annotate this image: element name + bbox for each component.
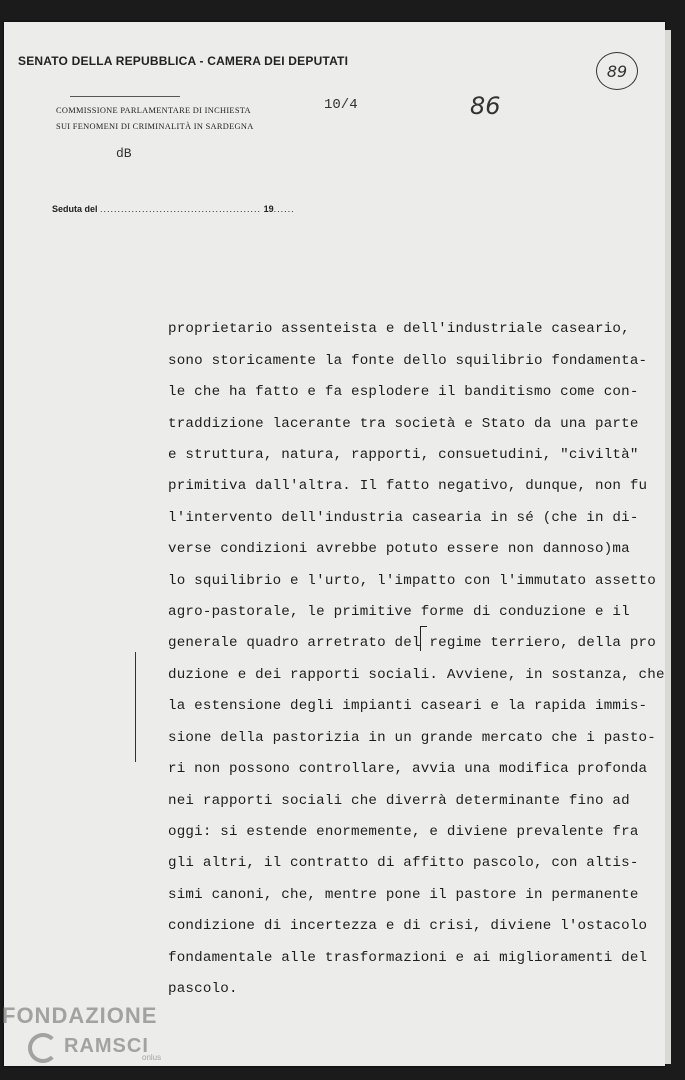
bracket-mark	[420, 626, 427, 651]
text-line: nei rapporti sociali che diverrà determinante fino ad	[168, 792, 630, 809]
document-code: 10/4	[324, 97, 358, 113]
text-line: oggi: si estende enormemente, e diviene prevalente fra	[168, 823, 639, 840]
seduta-label: Seduta del	[52, 204, 98, 214]
watermark-g-icon	[28, 1033, 58, 1063]
text-line: agro-pastorale, le primitive forme di conduzione e il	[168, 604, 630, 621]
text-line: sione della pastorizia in un grande mercato che i pasto-	[168, 729, 656, 746]
typed-body-text	[168, 283, 665, 1037]
seduta-dots-2: ......	[273, 204, 295, 214]
watermark-line-2: RAMSCI	[64, 1035, 149, 1057]
fondazione-gramsci-watermark	[2, 1003, 162, 1063]
text-line: lo squilibrio e l'urto, l'impatto con l'immutato assetto	[168, 572, 656, 589]
text-line: verse condizioni avrebbe potuto essere non dannoso)ma	[168, 541, 630, 558]
text-line: simi canoni, che, mentre pone il pastore in permanente	[168, 886, 639, 903]
text-line: fondamentale alle trasformazioni e ai miglioramenti del	[168, 949, 648, 966]
text-line: primitiva dall'altra. Il fatto negativo, dunque, non fu	[168, 478, 648, 495]
text-line: la estensione degli impianti caseari e la rapida immis-	[168, 698, 648, 715]
watermark-line-1: FONDAZIONE	[2, 1003, 158, 1028]
circled-page-number	[596, 52, 638, 90]
text-line: proprietario assenteista e dell'industriale caseario,	[168, 321, 630, 338]
text-line: l'intervento dell'industria casearia in sé (che in di-	[168, 509, 639, 526]
commission-line-1: COMMISSIONE PARLAMENTARE DI INCHIESTA	[56, 106, 251, 115]
text-line: generale quadro arretrato del regime terriero, della pro	[168, 635, 656, 652]
margin-mark	[135, 652, 136, 762]
text-line: condizione di incertezza e di crisi, diviene l'ostacolo	[168, 918, 648, 935]
text-line: ri non possono controllare, avvia una modifica profonda	[168, 761, 648, 778]
institution-heading: SENATO DELLA REPUBBLICA - CAMERA DEI DEPUTATI	[18, 54, 349, 68]
text-line: sono storicamente la fonte dello squilibrio fondamenta-	[168, 352, 648, 369]
header-rule	[70, 96, 180, 97]
commission-line-2: SUI FENOMENI DI CRIMINALITÀ IN SARDEGNA	[56, 122, 254, 131]
seduta-line	[52, 204, 295, 214]
handwritten-page-number: 86	[470, 92, 501, 120]
page-edge	[665, 30, 671, 1064]
text-line: traddizione lacerante tra società e Stato da una parte	[168, 415, 639, 432]
text-line: gli altri, il contratto di affitto pascolo, con altis-	[168, 855, 639, 872]
text-line: e struttura, natura, rapporti, consuetudini, "civiltà"	[168, 447, 639, 464]
typist-initials: dB	[116, 146, 132, 161]
text-line: le che ha fatto e fa esplodere il banditismo come con-	[168, 384, 639, 401]
text-line: duzione e dei rapporti sociali. Avviene, in sostanza, che	[168, 666, 665, 683]
text-line: pascolo.	[168, 980, 238, 997]
seduta-dots: ..............................................	[100, 204, 262, 214]
watermark-suffix: onlus	[142, 1053, 162, 1062]
seduta-year: 19	[263, 204, 274, 214]
circled-number-text: 89	[606, 61, 628, 81]
